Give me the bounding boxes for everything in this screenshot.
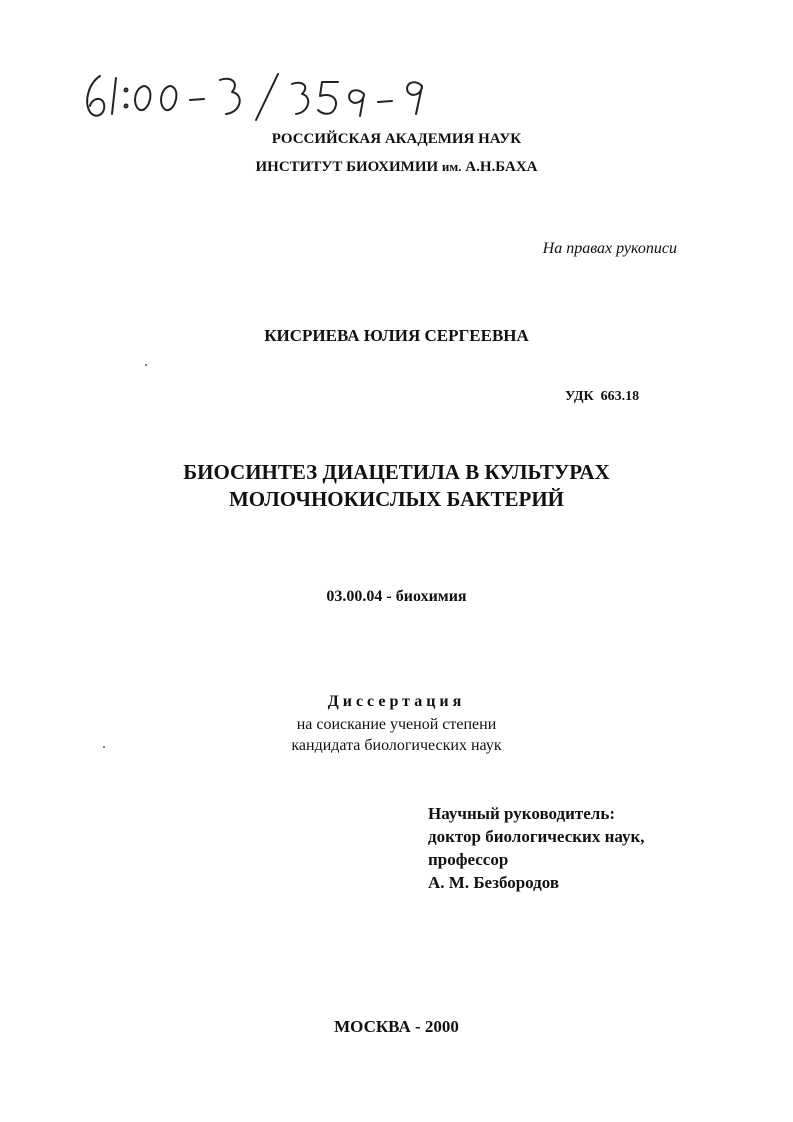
supervisor-name: А. М. Безбородов xyxy=(428,873,560,892)
city-year: МОСКВА - 2000 xyxy=(334,1017,459,1036)
title-line-2: МОЛОЧНОКИСЛЫХ БАКТЕРИЙ xyxy=(228,487,565,511)
specialty-code: 03.00.04 - биохимия xyxy=(326,588,467,605)
supervisor-label: Научный руководитель: xyxy=(428,804,615,823)
institute-person: А.Н.БАХА xyxy=(461,159,538,175)
handwritten-archive-number xyxy=(70,64,470,124)
institute-name xyxy=(0,159,793,176)
title-line-1: БИОСИНТЕЗ ДИАЦЕТИЛА В КУЛЬТУРАХ xyxy=(183,460,610,484)
scan-speck xyxy=(145,364,147,366)
udc-value: 663.18 xyxy=(600,389,640,404)
academy-name: РОССИЙСКАЯ АКАДЕМИЯ НАУК xyxy=(271,131,522,147)
supervisor-degree: доктор биологических наук, xyxy=(428,827,645,846)
dissertation-degree-line-1: на соискание ученой степени xyxy=(296,716,497,733)
udc-label: УДК xyxy=(565,389,594,404)
author-name: КИСРИЕВА ЮЛИЯ СЕРГЕЕВНА xyxy=(264,326,529,345)
dissertation-degree-line-2: кандидата биологических наук xyxy=(291,737,502,754)
rights-note: На правах рукописи xyxy=(542,240,677,257)
scan-speck xyxy=(103,746,105,748)
institute-abbr: им. xyxy=(441,159,462,174)
institute-main: ИНСТИТУТ БИОХИМИИ xyxy=(255,159,442,175)
supervisor-title: профессор xyxy=(428,850,509,869)
udc-code xyxy=(565,389,639,405)
dissertation-heading: Диссертация xyxy=(327,693,466,710)
handwritten-number-drawing xyxy=(70,64,470,124)
